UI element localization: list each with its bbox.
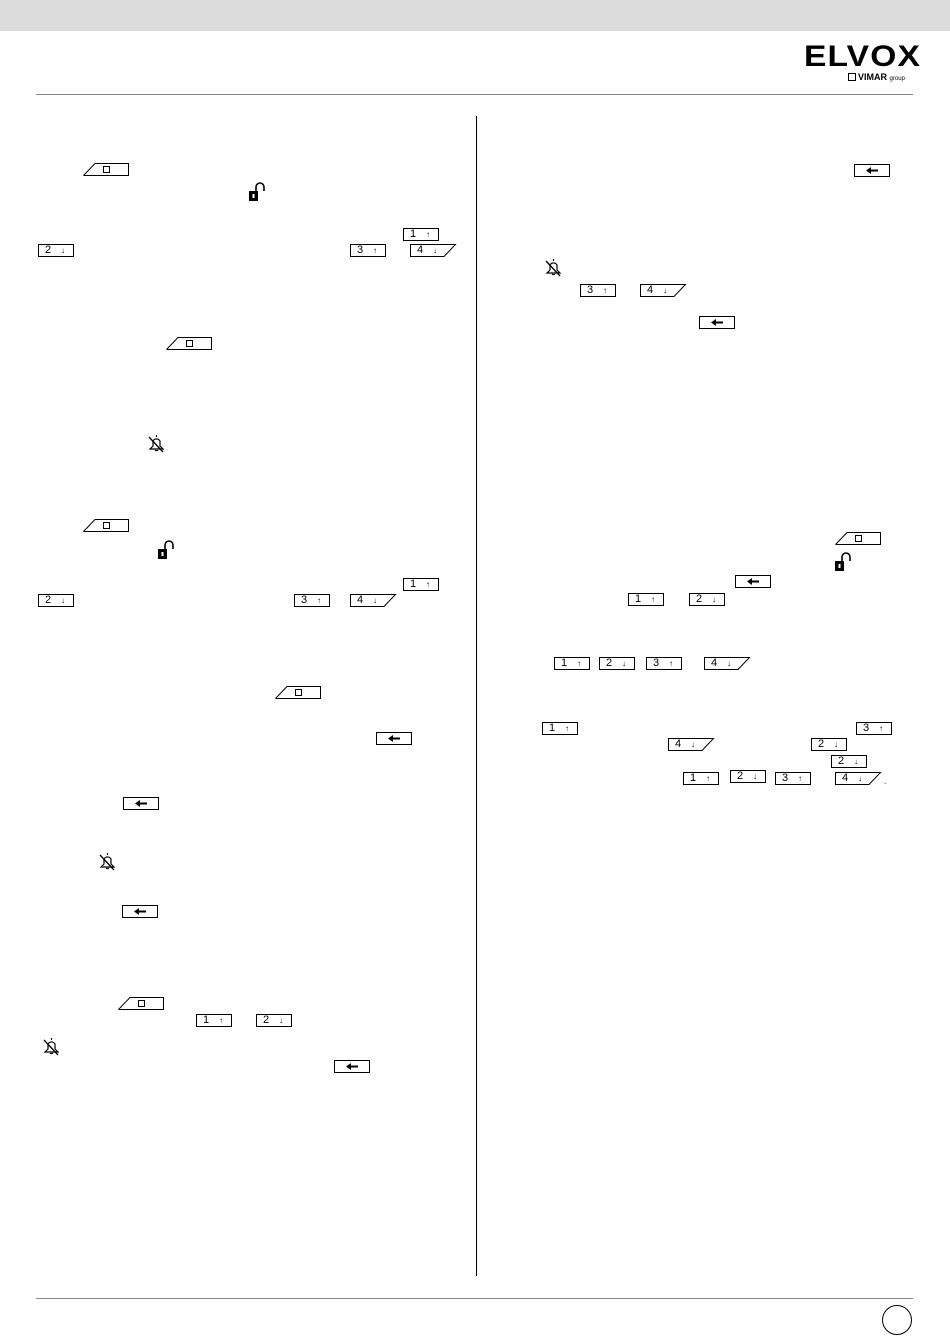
key-frame-outline [256,1014,292,1027]
arrow-down-icon: ↓ [753,772,757,781]
key-2 [689,593,725,606]
padlock-icon [157,540,175,560]
trailing-dot: . [884,777,887,786]
key-4 [640,284,686,297]
key-frame-outline [628,593,664,606]
key-3 [294,594,330,607]
vimar-square-icon [848,73,856,81]
square-symbol-icon [186,340,193,347]
function-key [166,337,212,350]
muted-bell-icon [41,1037,59,1057]
key-number: 3 [863,722,870,734]
enter-key [735,575,771,588]
key-number: 2 [696,593,703,605]
muted-bell-icon [146,434,164,454]
arrow-down-icon: ↓ [834,740,838,749]
key-number: 2 [45,244,52,256]
key-number: 3 [301,594,308,606]
key-number: 1 [410,228,417,240]
enter-key [122,905,158,918]
function-key [118,997,164,1010]
top-gray-band [0,0,950,31]
key-number: 1 [690,772,697,784]
key-number: 4 [675,738,682,750]
left-arrow-icon [344,1060,360,1073]
square-symbol-icon [295,689,302,696]
key-2 [38,244,74,257]
enter-key [854,164,890,177]
square-symbol-icon [138,1000,145,1007]
key-4 [835,772,881,785]
brand-name: ELVOX [804,40,922,73]
key-2 [38,594,74,607]
arrow-down-icon: ↓ [373,596,377,605]
key-2 [831,755,867,768]
key-frame-outline [689,593,725,606]
key-frame-outline [350,244,386,257]
muted-bell-icon [543,258,561,278]
arrow-down-icon: ↓ [691,740,695,749]
arrow-up-icon: ↑ [565,724,569,733]
key-number: 4 [357,594,364,606]
arrow-down-icon: ↓ [61,596,65,605]
arrow-down-icon: ↓ [279,1016,283,1025]
arrow-up-icon: ↑ [706,774,710,783]
key-number: 2 [818,738,825,750]
key-frame-outline [554,657,590,670]
left-arrow-icon [386,732,402,745]
key-frame-outline [646,657,682,670]
group-mark [848,72,905,84]
arrow-down-icon: ↓ [433,246,437,255]
key-3 [775,772,811,785]
key-number: 1 [549,722,556,734]
key-number: 3 [782,772,789,784]
arrow-down-icon: ↓ [61,246,65,255]
arrow-up-icon: ↑ [651,595,655,604]
padlock-icon [248,182,266,202]
key-number: 1 [635,593,642,605]
square-symbol-icon [103,522,110,529]
arrow-down-icon: ↓ [622,659,626,668]
key-4 [350,594,396,607]
arrow-up-icon: ↑ [577,659,581,668]
key-number: 2 [263,1014,270,1026]
key-frame-outline [831,755,867,768]
arrow-up-icon: ↑ [373,246,377,255]
left-arrow-icon [132,905,148,918]
arrow-up-icon: ↑ [426,580,430,589]
arrow-down-icon: ↓ [727,659,731,668]
key-2 [730,770,766,783]
key-3 [580,284,616,297]
key-number: 4 [711,657,718,669]
enter-key [334,1060,370,1073]
left-arrow-icon [864,164,880,177]
key-2 [811,738,847,751]
key-frame-outline [856,722,892,735]
enter-key [699,316,735,329]
square-symbol-icon [103,166,110,173]
key-frame-outline [196,1014,232,1027]
key-number: 2 [737,770,744,782]
brand-logo [804,40,922,86]
key-frame-outline [403,578,439,591]
arrow-up-icon: ↑ [603,286,607,295]
key-number: 2 [45,594,52,606]
arrow-up-icon: ↑ [219,1016,223,1025]
arrow-down-icon: ↓ [663,286,667,295]
key-number: 3 [653,657,660,669]
key-number: 1 [203,1014,210,1026]
group-suffix: group [889,76,905,82]
enter-key [123,797,159,810]
key-1 [403,578,439,591]
key-4 [668,738,714,751]
enter-key [376,732,412,745]
key-number: 4 [417,244,424,256]
key-frame-outline [403,228,439,241]
group-name: VIMAR [858,72,887,82]
key-1 [628,593,664,606]
function-key [275,686,321,699]
key-3 [350,244,386,257]
key-frame-outline [38,244,74,257]
key-1 [403,228,439,241]
key-frame-outline [599,657,635,670]
left-arrow-icon [133,797,149,810]
key-number: 1 [410,578,417,590]
left-arrow-icon [745,575,761,588]
key-frame-outline [683,772,719,785]
arrow-up-icon: ↑ [317,596,321,605]
key-frame-outline [38,594,74,607]
arrow-down-icon: ↓ [712,595,716,604]
key-frame-outline [542,722,578,735]
key-frame-outline [730,770,766,783]
padlock-icon [834,552,852,572]
key-number: 2 [838,755,845,767]
column-divider [476,116,477,1276]
key-number: 3 [587,284,594,296]
function-key [83,519,129,532]
key-2 [256,1014,292,1027]
arrow-up-icon: ↑ [879,724,883,733]
key-number: 1 [561,657,568,669]
key-2 [599,657,635,670]
key-frame-outline [811,738,847,751]
arrow-up-icon: ↑ [669,659,673,668]
function-key [83,163,129,176]
left-arrow-icon [709,316,725,329]
key-number: 3 [357,244,364,256]
key-3 [856,722,892,735]
key-1 [554,657,590,670]
arrow-up-icon: ↑ [798,774,802,783]
key-frame-outline [580,284,616,297]
key-4 [704,657,750,670]
key-1 [196,1014,232,1027]
arrow-up-icon: ↑ [426,230,430,239]
function-key [835,532,881,545]
key-number: 2 [606,657,613,669]
muted-bell-icon [97,852,115,872]
key-3 [646,657,682,670]
square-symbol-icon [855,535,862,542]
page-number-badge [882,1305,912,1335]
header-divider [36,94,913,95]
key-number: 4 [647,284,654,296]
key-frame-outline [775,772,811,785]
footer-divider [36,1298,913,1299]
key-frame-outline [294,594,330,607]
key-1 [542,722,578,735]
key-number: 4 [842,772,849,784]
arrow-down-icon: ↓ [858,774,862,783]
arrow-down-icon: ↓ [854,757,858,766]
key-1 [683,772,719,785]
key-4 [410,244,456,257]
